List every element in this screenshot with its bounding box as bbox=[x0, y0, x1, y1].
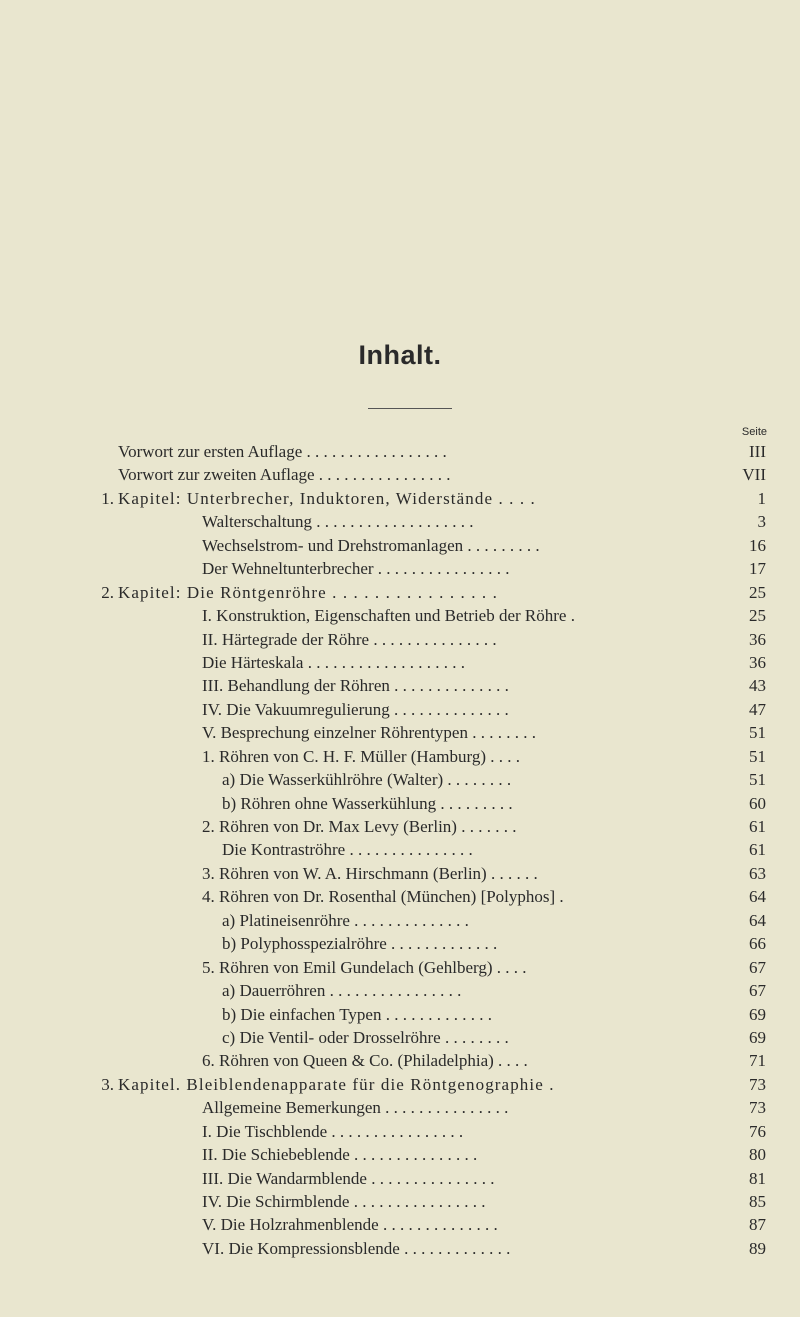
toc-entry bbox=[0, 862, 800, 885]
toc-page-number: 66 bbox=[749, 934, 766, 954]
toc-entry-title: 4. Röhren von Dr. Rosenthal (München) [Polyphos] . bbox=[202, 887, 564, 907]
toc-entry bbox=[0, 698, 800, 721]
toc-entry bbox=[0, 1143, 800, 1166]
toc-entry bbox=[0, 463, 800, 486]
toc-entry bbox=[0, 745, 800, 768]
toc-page-number: 71 bbox=[749, 1051, 766, 1071]
toc-entry-title: Vorwort zur zweiten Auflage . . . . . . . . . . . . . . . . bbox=[118, 465, 451, 485]
toc-entry-title: Der Wehneltunterbrecher . . . . . . . . . . . . . . . . bbox=[202, 559, 510, 579]
toc-entry bbox=[0, 768, 800, 791]
toc-page-number: 67 bbox=[749, 957, 766, 977]
toc-entry bbox=[0, 838, 800, 861]
toc-entry bbox=[0, 885, 800, 908]
toc-page-number: 3 bbox=[757, 512, 766, 532]
toc-page-number: 81 bbox=[749, 1168, 766, 1188]
toc-entry-title: Die Härteskala . . . . . . . . . . . . . . . . . . . bbox=[202, 652, 465, 672]
toc-entry-title: a) Die Wasserkühlröhre (Walter) . . . . . . . . bbox=[222, 770, 512, 790]
toc-entry-title: Allgemeine Bemerkungen . . . . . . . . . . . . . . . bbox=[202, 1098, 509, 1118]
toc-page-number: 73 bbox=[749, 1074, 766, 1094]
toc-page-number: VII bbox=[742, 465, 766, 485]
toc-page-number: 36 bbox=[749, 629, 766, 649]
page-title: Inhalt. bbox=[358, 340, 442, 370]
toc-entry bbox=[0, 1049, 800, 1072]
toc-entry-title: c) Die Ventil- oder Drosselröhre . . . . . . . . bbox=[222, 1027, 509, 1047]
toc-entry-title: a) Platineisenröhre . . . . . . . . . . . . . . bbox=[222, 910, 469, 930]
toc-entry bbox=[0, 792, 800, 815]
toc-entry-title: b) Polyphosspezialröhre . . . . . . . . . . . . . bbox=[222, 934, 498, 954]
toc-entry-title: 2. Röhren von Dr. Max Levy (Berlin) . . . . . . . bbox=[202, 817, 517, 836]
toc-entry bbox=[0, 1213, 800, 1236]
toc-page-number: 76 bbox=[749, 1121, 766, 1141]
toc-page-number: 64 bbox=[749, 887, 766, 907]
toc-entry bbox=[0, 979, 800, 1002]
toc-entry-title: IV. Die Vakuumregulierung . . . . . . . . . . . . . . bbox=[202, 699, 509, 719]
toc-entry-title: Vorwort zur ersten Auflage . . . . . . . . . . . . . . . . . bbox=[118, 442, 447, 461]
toc-entry bbox=[0, 1096, 800, 1119]
title-divider bbox=[368, 408, 452, 409]
toc-entry-title: b) Röhren ohne Wasserkühlung . . . . . . . . . bbox=[222, 793, 513, 813]
toc-page-number: 16 bbox=[749, 535, 766, 555]
toc-entry-title: Walterschaltung . . . . . . . . . . . . . . . . . . . bbox=[202, 512, 474, 532]
toc-page-number: 17 bbox=[749, 559, 766, 579]
toc-entry-title: Wechselstrom- und Drehstromanlagen . . . . . . . . . bbox=[202, 535, 540, 555]
toc-page-number: III bbox=[749, 442, 766, 461]
toc-entry bbox=[0, 932, 800, 955]
toc-entry-title: II. Härtegrade der Röhre . . . . . . . . . . . . . . . bbox=[202, 629, 497, 649]
toc-entry-title: Kapitel: Die Röntgenröhre . . . . . . . . . . . . . . . . bbox=[118, 582, 498, 602]
toc-page-number: 51 bbox=[749, 746, 766, 766]
toc-entry bbox=[0, 1237, 800, 1260]
toc-page-number: 85 bbox=[749, 1192, 766, 1211]
toc-page-number: 51 bbox=[749, 770, 766, 790]
toc-entry-title: Kapitel. Bleiblendenapparate für die Röntgenographie . bbox=[118, 1074, 555, 1094]
toc-entry bbox=[0, 487, 800, 510]
toc-entry bbox=[0, 674, 800, 697]
toc-page-number: 64 bbox=[749, 910, 766, 930]
toc-page-number: 25 bbox=[749, 582, 766, 602]
toc-entry bbox=[0, 1120, 800, 1143]
toc-entry bbox=[0, 1026, 800, 1049]
toc-entry bbox=[0, 440, 800, 463]
toc-entry bbox=[0, 1167, 800, 1190]
toc-entry bbox=[0, 815, 800, 838]
toc-entry-title: III. Die Wandarmblende . . . . . . . . . . . . . . . bbox=[202, 1168, 495, 1188]
toc-page-number: 89 bbox=[749, 1238, 766, 1258]
toc-entry bbox=[0, 651, 800, 674]
toc-page-number: 1 bbox=[757, 488, 766, 508]
toc-entry-title: b) Die einfachen Typen . . . . . . . . . . . . . bbox=[222, 1004, 492, 1024]
toc-chapter-number: 1. bbox=[101, 488, 114, 508]
toc-page-number: 61 bbox=[749, 840, 766, 860]
toc-entry-title: VI. Die Kompressionsblende . . . . . . . . . . . . . bbox=[202, 1238, 511, 1258]
toc-page-number: 80 bbox=[749, 1145, 766, 1165]
toc-chapter-number: 3. bbox=[101, 1074, 114, 1094]
toc-entry bbox=[0, 1073, 800, 1096]
toc-entry-title: Kapitel: Unterbrecher, Induktoren, Widerstände . . . . bbox=[118, 488, 536, 508]
toc-entry-title: V. Die Holzrahmenblende . . . . . . . . . . . . . . bbox=[202, 1215, 498, 1235]
toc-entry-title: 5. Röhren von Emil Gundelach (Gehlberg) . . . . bbox=[202, 957, 527, 977]
toc-chapter-number: 2. bbox=[101, 582, 114, 602]
toc-entry-title: 3. Röhren von W. A. Hirschmann (Berlin) . . . . . . bbox=[202, 863, 538, 883]
toc-entry-title: III. Behandlung der Röhren . . . . . . . . . . . . . . bbox=[202, 676, 509, 696]
toc-entry bbox=[0, 721, 800, 744]
toc-page-number: 87 bbox=[749, 1215, 766, 1235]
toc-entry-title: 6. Röhren von Queen & Co. (Philadelphia) . . . . bbox=[202, 1051, 528, 1071]
toc-page-number: 67 bbox=[749, 981, 766, 1001]
toc-entry bbox=[0, 628, 800, 651]
toc-entry-title: Die Kontraströhre . . . . . . . . . . . . . . . bbox=[222, 840, 473, 860]
toc-page-number: 47 bbox=[749, 699, 766, 719]
toc-entry bbox=[0, 510, 800, 533]
toc-page-number: 60 bbox=[749, 793, 766, 813]
toc-entry-title: IV. Die Schirmblende . . . . . . . . . . . . . . . . bbox=[202, 1192, 486, 1211]
toc-entry-title: V. Besprechung einzelner Röhrentypen . . . . . . . . bbox=[202, 723, 536, 743]
toc-entry bbox=[0, 909, 800, 932]
toc-entry bbox=[0, 956, 800, 979]
toc-page-number: 69 bbox=[749, 1027, 766, 1047]
toc-entry-title: I. Konstruktion, Eigenschaften und Betrieb der Röhre . bbox=[202, 606, 575, 626]
toc-entry-title: I. Die Tischblende . . . . . . . . . . . . . . . . bbox=[202, 1121, 464, 1141]
toc-page-number: 73 bbox=[749, 1098, 766, 1118]
toc-page-number: 61 bbox=[749, 817, 766, 836]
table-of-contents bbox=[0, 440, 800, 1260]
toc-entry bbox=[0, 534, 800, 557]
toc-page-number: 25 bbox=[749, 606, 766, 626]
page-column-header: Seite bbox=[741, 426, 767, 438]
toc-entry-title: 1. Röhren von C. H. F. Müller (Hamburg) . . . . bbox=[202, 746, 520, 766]
toc-page-number: 36 bbox=[749, 652, 766, 672]
toc-page-number: 69 bbox=[749, 1004, 766, 1024]
toc-entry-title: a) Dauerröhren . . . . . . . . . . . . . . . . bbox=[222, 981, 462, 1001]
toc-page-number: 43 bbox=[749, 676, 766, 696]
toc-entry bbox=[0, 581, 800, 604]
toc-entry bbox=[0, 1190, 800, 1213]
toc-entry bbox=[0, 1003, 800, 1026]
toc-entry-title: II. Die Schiebeblende . . . . . . . . . . . . . . . bbox=[202, 1145, 478, 1165]
toc-page-number: 63 bbox=[749, 863, 766, 883]
toc-entry bbox=[0, 604, 800, 627]
toc-page-number: 51 bbox=[749, 723, 766, 743]
toc-entry bbox=[0, 557, 800, 580]
